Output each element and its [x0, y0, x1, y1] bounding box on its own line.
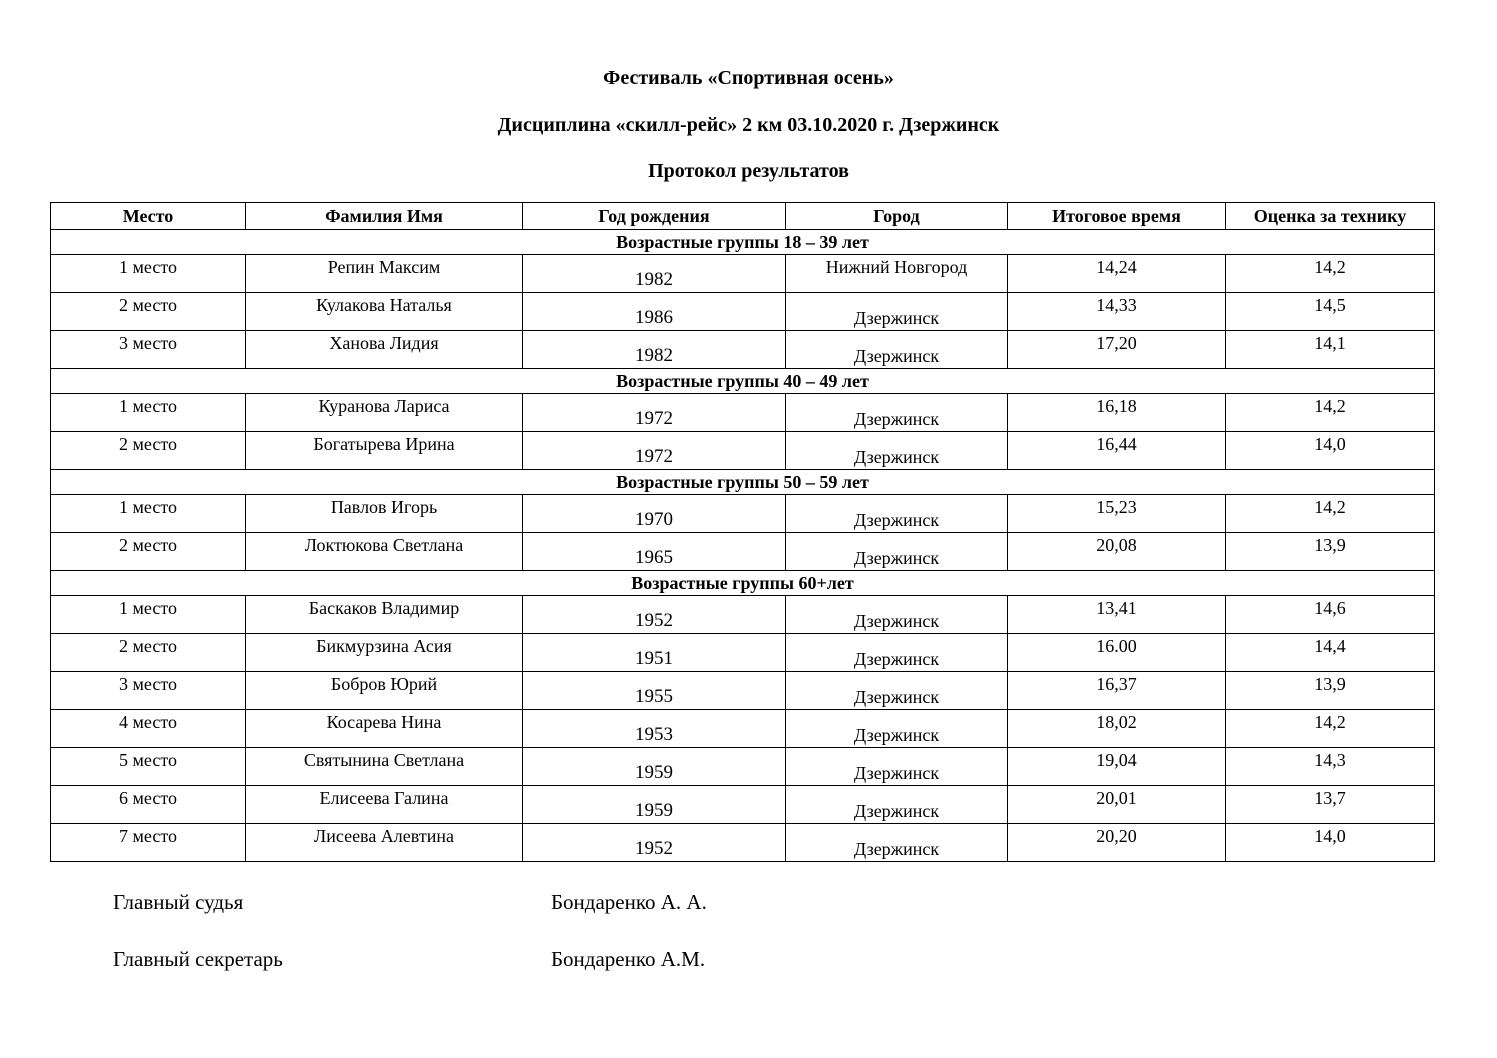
- table-row: [51, 634, 1435, 672]
- city-cell: Дзержинск: [786, 495, 1008, 533]
- city-cell: Дзержинск: [786, 432, 1008, 470]
- final-time-cell: 16,18: [1008, 394, 1226, 432]
- athlete-name-cell: Павлов Игорь: [246, 495, 523, 533]
- athlete-name-cell: Бикмурзина Асия: [246, 634, 523, 672]
- place-cell: 1 место: [51, 394, 246, 432]
- technique-score-cell: 14,4: [1226, 634, 1435, 672]
- age-group-label: Возрастные группы 60+лет: [51, 571, 1435, 596]
- place-cell: 6 место: [51, 786, 246, 824]
- athlete-name-cell: Лисеева Алевтина: [246, 824, 523, 862]
- table-row: [51, 394, 1435, 432]
- technique-score-cell: 14,0: [1226, 432, 1435, 470]
- place-cell: 3 место: [51, 331, 246, 369]
- protocol-title: Протокол результатов: [648, 160, 849, 182]
- final-time-cell: 16,44: [1008, 432, 1226, 470]
- technique-score-cell: 14,2: [1226, 495, 1435, 533]
- table-row: [51, 710, 1435, 748]
- column-header-place: Место: [51, 203, 246, 230]
- birth-year-cell: 1965: [523, 533, 786, 571]
- technique-score-cell: 14,2: [1226, 255, 1435, 293]
- city-cell: Дзержинск: [786, 748, 1008, 786]
- birth-year-cell: 1982: [523, 331, 786, 369]
- birth-year-cell: 1959: [523, 786, 786, 824]
- table-header-row: [51, 203, 1435, 230]
- birth-year-cell: 1959: [523, 748, 786, 786]
- final-time-cell: 14,33: [1008, 293, 1226, 331]
- column-header-city: Город: [786, 203, 1008, 230]
- table-row: [51, 495, 1435, 533]
- city-cell: Дзержинск: [786, 786, 1008, 824]
- athlete-name-cell: Куранова Лариса: [246, 394, 523, 432]
- birth-year-cell: 1972: [523, 394, 786, 432]
- athlete-name-cell: Святынина Светлана: [246, 748, 523, 786]
- results-table: [50, 202, 1435, 862]
- age-group-label: Возрастные группы 50 – 59 лет: [51, 470, 1435, 495]
- chief-judge-label: Главный судья: [113, 890, 244, 914]
- chief-secretary-label: Главный секретарь: [113, 947, 283, 971]
- technique-score-cell: 13,9: [1226, 533, 1435, 571]
- athlete-name-cell: Косарева Нина: [246, 710, 523, 748]
- place-cell: 2 место: [51, 634, 246, 672]
- technique-score-cell: 14,5: [1226, 293, 1435, 331]
- age-group-label: Возрастные группы 18 – 39 лет: [51, 230, 1435, 255]
- place-cell: 1 место: [51, 596, 246, 634]
- technique-score-cell: 14,6: [1226, 596, 1435, 634]
- final-time-cell: 16,37: [1008, 672, 1226, 710]
- place-cell: 4 место: [51, 710, 246, 748]
- birth-year-cell: 1953: [523, 710, 786, 748]
- final-time-cell: 20,20: [1008, 824, 1226, 862]
- athlete-name-cell: Ханова Лидия: [246, 331, 523, 369]
- technique-score-cell: 14,2: [1226, 394, 1435, 432]
- table-row: [51, 672, 1435, 710]
- athlete-name-cell: Баскаков Владимир: [246, 596, 523, 634]
- chief-judge-name: Бондаренко А. А.: [551, 890, 707, 914]
- table-row: [51, 533, 1435, 571]
- city-cell: Дзержинск: [786, 710, 1008, 748]
- technique-score-cell: 14,1: [1226, 331, 1435, 369]
- results-body: [51, 230, 1435, 862]
- city-cell: Дзержинск: [786, 596, 1008, 634]
- athlete-name-cell: Бобров Юрий: [246, 672, 523, 710]
- place-cell: 5 место: [51, 748, 246, 786]
- final-time-cell: 18,02: [1008, 710, 1226, 748]
- age-group-row: [51, 230, 1435, 255]
- birth-year-cell: 1952: [523, 596, 786, 634]
- age-group-row: [51, 369, 1435, 394]
- column-header-technique-score: Оценка за технику: [1226, 203, 1435, 230]
- birth-year-cell: 1951: [523, 634, 786, 672]
- city-cell: Дзержинск: [786, 672, 1008, 710]
- column-header-name: Фамилия Имя: [246, 203, 523, 230]
- table-row: [51, 824, 1435, 862]
- birth-year-cell: 1955: [523, 672, 786, 710]
- table-row: [51, 596, 1435, 634]
- column-header-final-time: Итоговое время: [1008, 203, 1226, 230]
- table-row: [51, 748, 1435, 786]
- city-cell: Дзержинск: [786, 394, 1008, 432]
- city-cell: Дзержинск: [786, 331, 1008, 369]
- athlete-name-cell: Кулакова Наталья: [246, 293, 523, 331]
- final-time-cell: 17,20: [1008, 331, 1226, 369]
- birth-year-cell: 1970: [523, 495, 786, 533]
- final-time-cell: 16.00: [1008, 634, 1226, 672]
- birth-year-cell: 1986: [523, 293, 786, 331]
- athlete-name-cell: Богатырева Ирина: [246, 432, 523, 470]
- place-cell: 1 место: [51, 255, 246, 293]
- final-time-cell: 20,01: [1008, 786, 1226, 824]
- birth-year-cell: 1982: [523, 255, 786, 293]
- age-group-label: Возрастные группы 40 – 49 лет: [51, 369, 1435, 394]
- column-header-birth-year: Год рождения: [523, 203, 786, 230]
- athlete-name-cell: Локтюкова Светлана: [246, 533, 523, 571]
- place-cell: 7 место: [51, 824, 246, 862]
- birth-year-cell: 1972: [523, 432, 786, 470]
- final-time-cell: 19,04: [1008, 748, 1226, 786]
- table-row: [51, 432, 1435, 470]
- age-group-row: [51, 470, 1435, 495]
- age-group-row: [51, 571, 1435, 596]
- festival-title: Фестиваль «Спортивная осень»: [603, 67, 894, 89]
- city-cell: Дзержинск: [786, 824, 1008, 862]
- final-time-cell: 20,08: [1008, 533, 1226, 571]
- city-cell: Дзержинск: [786, 533, 1008, 571]
- table-row: [51, 331, 1435, 369]
- place-cell: 3 место: [51, 672, 246, 710]
- technique-score-cell: 14,3: [1226, 748, 1435, 786]
- final-time-cell: 15,23: [1008, 495, 1226, 533]
- chief-secretary-name: Бондаренко А.М.: [551, 947, 706, 971]
- athlete-name-cell: Репин Максим: [246, 255, 523, 293]
- technique-score-cell: 13,7: [1226, 786, 1435, 824]
- table-row: [51, 293, 1435, 331]
- discipline-title: Дисциплина «скилл-рейс» 2 км 03.10.2020 г. Дзержинск: [497, 114, 1000, 136]
- technique-score-cell: 13,9: [1226, 672, 1435, 710]
- final-time-cell: 14,24: [1008, 255, 1226, 293]
- city-cell: Нижний Новгород: [786, 255, 1008, 293]
- table-row: [51, 255, 1435, 293]
- place-cell: 2 место: [51, 432, 246, 470]
- place-cell: 2 место: [51, 533, 246, 571]
- table-row: [51, 786, 1435, 824]
- final-time-cell: 13,41: [1008, 596, 1226, 634]
- place-cell: 1 место: [51, 495, 246, 533]
- technique-score-cell: 14,2: [1226, 710, 1435, 748]
- city-cell: Дзержинск: [786, 634, 1008, 672]
- place-cell: 2 место: [51, 293, 246, 331]
- technique-score-cell: 14,0: [1226, 824, 1435, 862]
- athlete-name-cell: Елисеева Галина: [246, 786, 523, 824]
- city-cell: Дзержинск: [786, 293, 1008, 331]
- birth-year-cell: 1952: [523, 824, 786, 862]
